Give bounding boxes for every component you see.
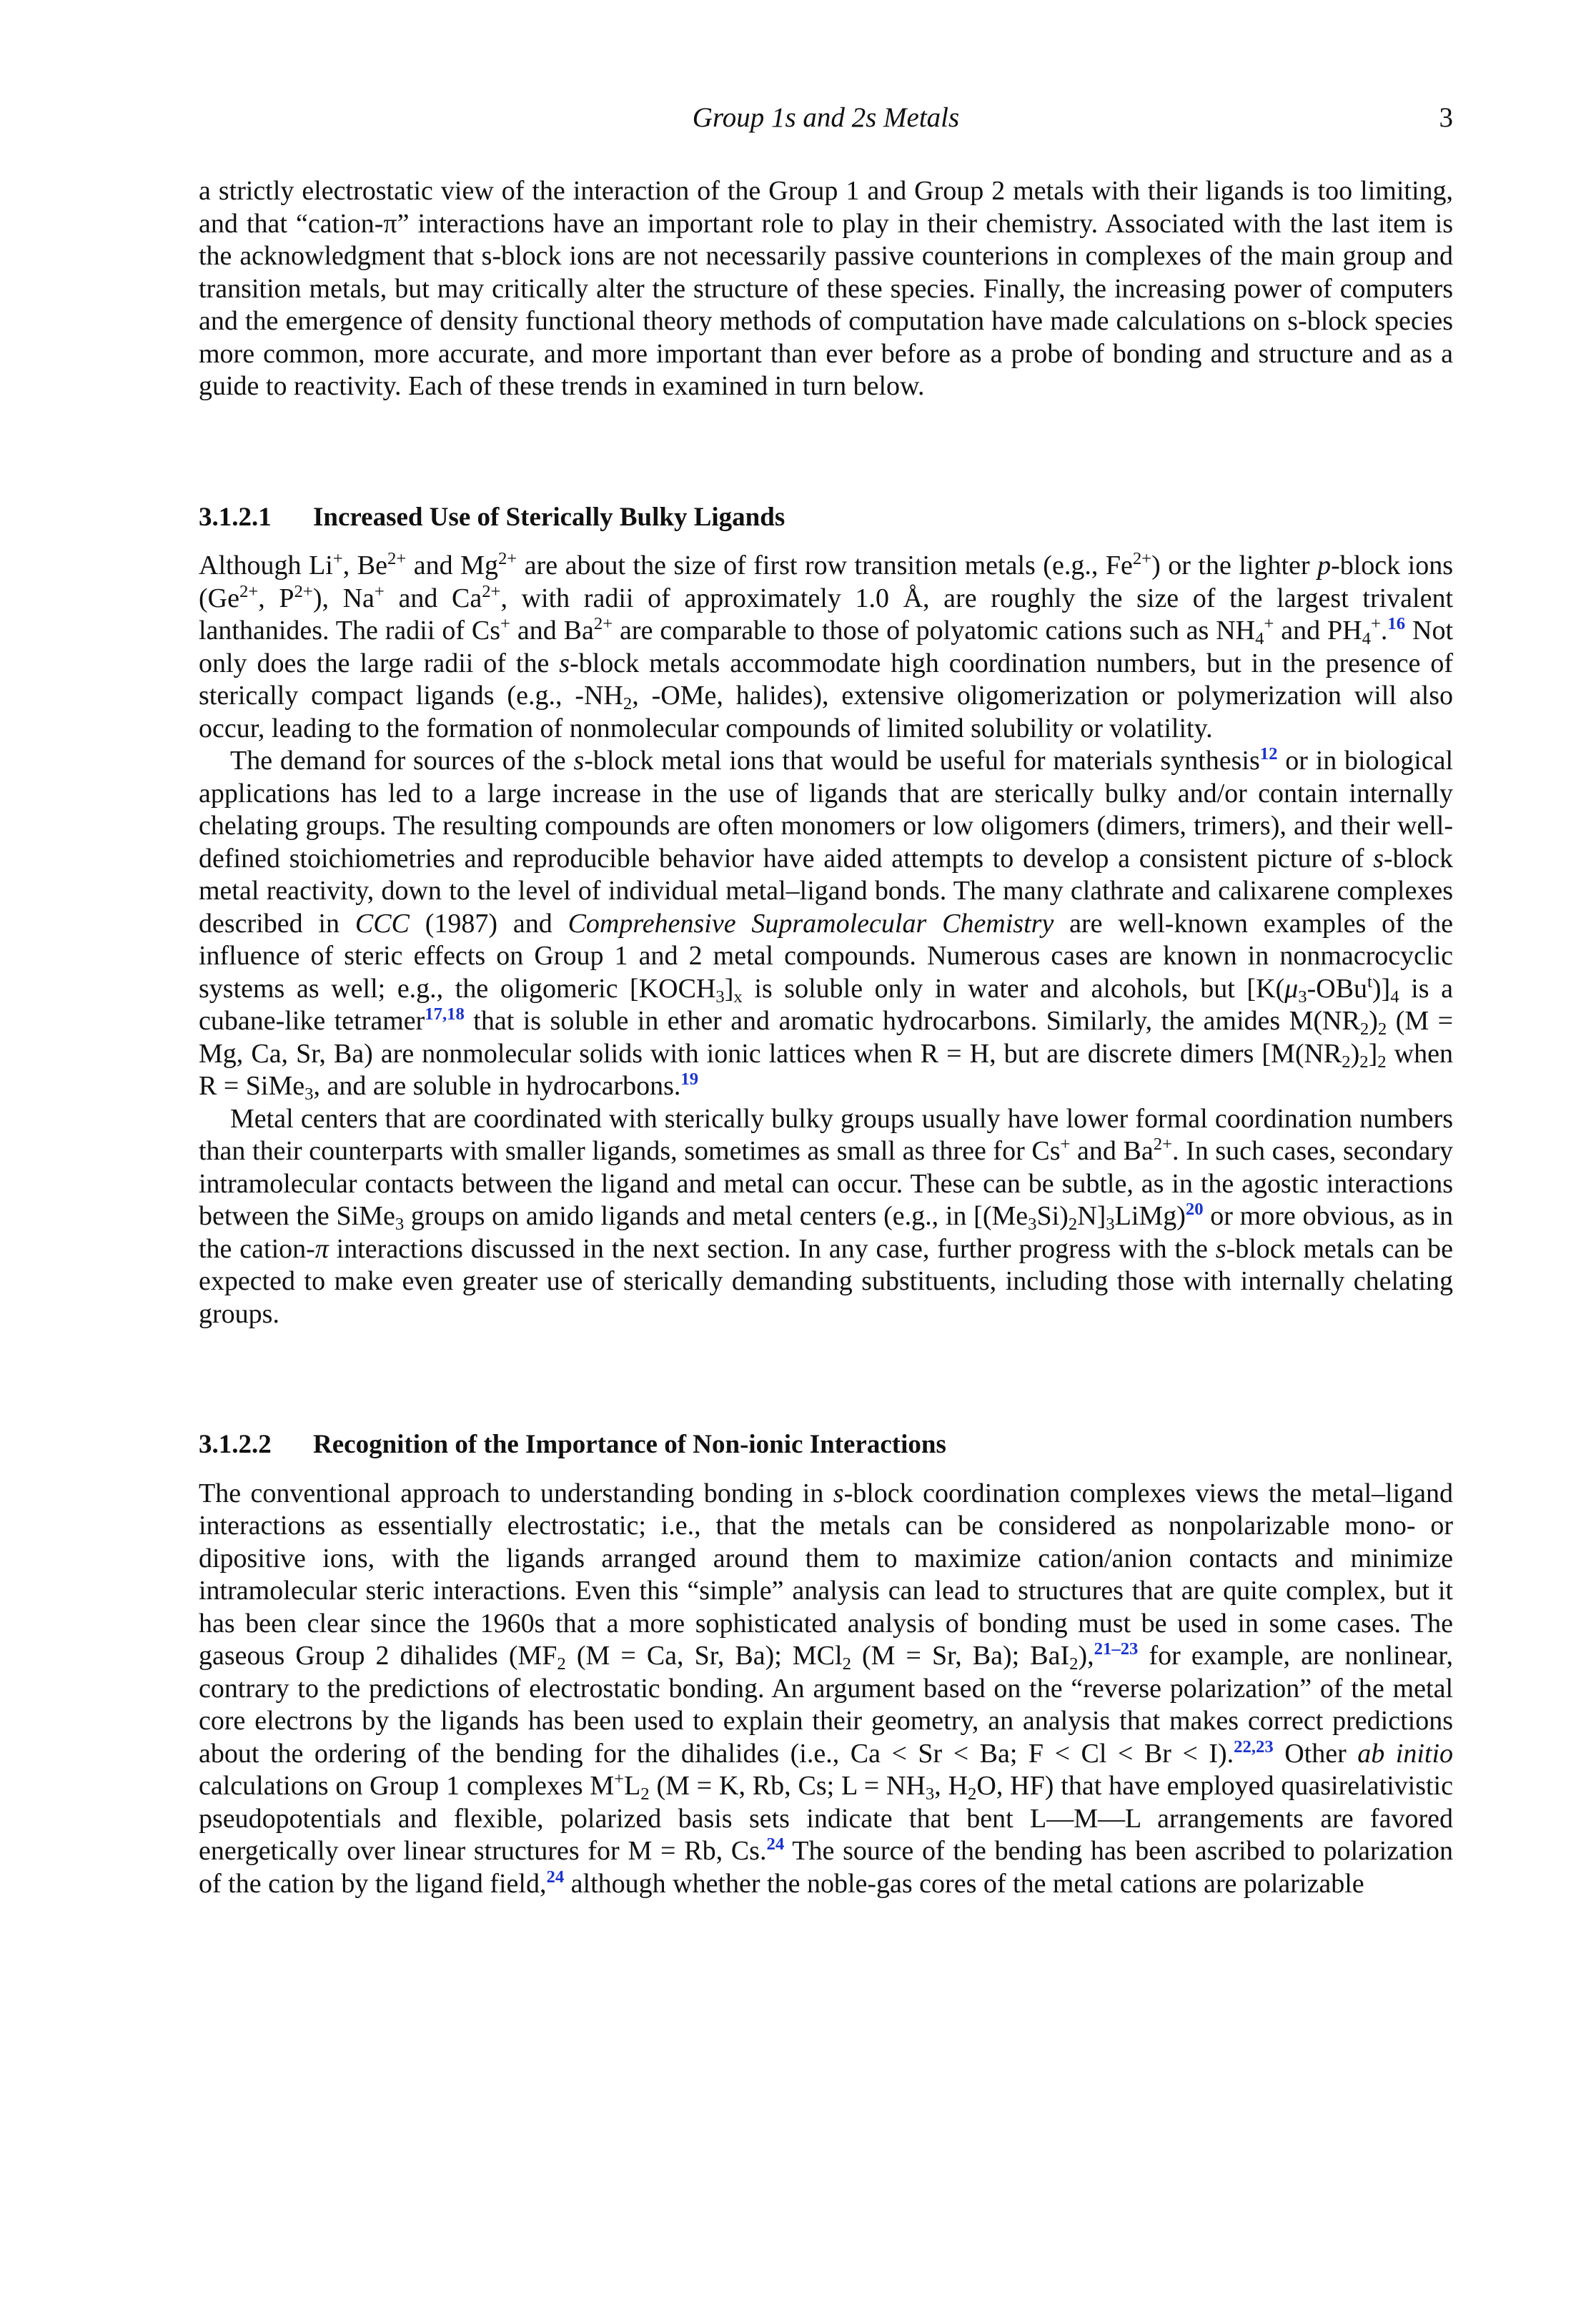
paragraph-bulky-1: Although Li+, $Be^{2+}$ and $Mg^{2+}$ are about the size of first row transition metals (e.g., $Fe^{2+}$) or the lighter p-block ions ($Ge^{2+}$, $P^{2+}$), Na+ and $Ca^{2+}$, with radii of approximately 1.0 Å, are roughly the size of the largest trivalent lanthanides. The radii of Cs+ and $Ba^{2+}$ are comparable to those of polyatomic cations such as $NH_4^+$ and $PH_4^+.^{16}$ Not only does the large radii of the s-block metals accommodate high coordination numbers, but in the presence of sterically compact ligands (e.g., $-NH_2$, -OMe, halides), extensive oligomerization or polymerization will also occur, leading to the formation of nonmolecular compounds of limited solubility or volatility. [199,549,1454,744]
citation-link[interactable]: 12 [1259,744,1278,764]
section-heading-3-1-2-1 [199,501,1453,534]
running-head-title: Group 1s and 2s Metals [692,102,960,133]
body-text [199,175,1453,1900]
section-number: 3.1.2.1 [199,502,272,532]
citation-link[interactable]: 21–23 [1094,1639,1139,1659]
citation-link[interactable]: 24 [546,1867,565,1887]
section-heading-3-1-2-2 [199,1428,1453,1461]
paragraph-bulky-2: The demand for sources of the s-block metal ions that would be useful for materials synthesis$^{12}$ or in biological applications has led to a large increase in the use of ligands that are sterically bulky and/or contain internally chelating groups. The resulting compounds are often monomers or low oligomers (dimers, trimers), and their well-defined stoichiometries and reproducible behavior have aided attempts to develop a consistent picture of s-block metal reactivity, down to the level of individual metal–ligand bonds. The many clathrate and calixarene complexes described in CCC (1987) and Comprehensive Supramolecular Chemistry are well-known examples of the influence of steric effects on Group 1 and 2 metal compounds. Numerous cases are known in nonmacrocyclic systems as well; e.g., the oligomeric $[KOCH_3]_x$ is soluble only in water and alcohols, but $[K(\mu_3-OBu^t)]_4$ is a cubane-like tetramer$^{17,18}$ that is soluble in ether and aromatic hydrocarbons. Similarly, the amides $M(NR_2)_2$ (M = Mg, Ca, Sr, Ba) are nonmolecular solids with ionic lattices when R = H, but are discrete dimers $[M(NR_2)_2]_2$ when R = SiMe$_3$, and are soluble in hydrocarbons.$^{19}$ [199,744,1454,1105]
citation-link[interactable]: 20 [1185,1200,1204,1220]
citation-link[interactable]: 16 [1387,614,1406,634]
paragraph-intro: a strictly electrostatic view of the interaction of the Group 1 and Group 2 metals with their ligands is too limiting, and that “cation-π” interactions have an important role to play in their chemistry. Associated with the last item is the acknowledgment that s-block ions are not necessarily passive counterions in complexes of the main group and transition metals, but may critically alter the structure of these species. Finally, the increasing power of computers and the emergence of density functional theory methods of computation have made calculations on s-block species more common, more accurate, and more important than ever before as a probe of bonding and structure and as a guide to reactivity. Each of these trends in examined in turn below. [199,176,1453,401]
paragraph-bulky-3: Metal centers that are coordinated with sterically bulky groups usually have lower formal coordination numbers than their counterparts with smaller ligands, sometimes as small as three for Cs+ and $Ba^{2+}$. In such cases, secondary intramolecular contacts between the ligand and metal can occur. These can be subtle, as in the agostic interactions between the SiMe$_3$ groups on amido ligands and metal centers (e.g., in $[(Me_3Si)_2N]_3LiMg)^{20}$ or more obvious, as in the cation-π interactions discussed in the next section. In any case, further progress with the s-block metals can be expected to make even greater use of sterically demanding substituents, including those with internally chelating groups. [199,1103,1454,1329]
citation-link[interactable]: 19 [680,1070,699,1090]
citation-link[interactable]: 24 [766,1834,785,1854]
section-number: 3.1.2.2 [199,1430,272,1459]
page-number: 3 [1439,102,1453,133]
section-title: Increased Use of Sterically Bulky Ligands [313,502,785,532]
section-title: Recognition of the Importance of Non-ionic Interactions [313,1430,946,1459]
running-head [199,100,1453,136]
paragraph-nonionic-1: The conventional approach to understanding bonding in s-block coordination complexes views the metal–ligand interactions as essentially electrostatic; i.e., that the metals can be considered as nonpolarizable mono- or dipositive ions, with the ligands arranged around them to maximize cation/anion contacts and minimize intramolecular steric interactions. Even this “simple” analysis can lead to structures that are quite complex, but it has been clear since the 1960s that a more sophisticated analysis of bonding must be used in some cases. The gaseous Group 2 dihalides ($MF_2$ (M = Ca, Sr, Ba); MCl$_2$ (M = Sr, Ba); BaI$_2$),$^{21-23}$ for example, are nonlinear, contrary to the predictions of electrostatic bonding. An argument based on the “reverse polarization” of the metal core electrons by the ligands has been used to explain their geometry, an analysis that makes correct predictions about the ordering of the bending for the dihalides (i.e., Ca < Sr < Ba; F < Cl < Br < I).$^{22,23}$ Other ab initio calculations on Group 1 complexes $M^+L_2$ (M = K, Rb, Cs; $L = NH_3$, $H_2O$, HF) that have employed quasirelativistic pseudopotentials and flexible, polarized basis sets indicate that bent L—M—L arrangements are favored energetically over linear structures for M = Rb, Cs.$^{24}$ The source of the bending has been ascribed to polarization of the cation by the ligand field,$^{24}$ although whether the noble-gas cores of the metal cations are polarizable [199,1478,1454,1899]
citation-link[interactable]: 17,18 [425,1004,465,1024]
citation-link[interactable]: 22,23 [1234,1737,1274,1757]
